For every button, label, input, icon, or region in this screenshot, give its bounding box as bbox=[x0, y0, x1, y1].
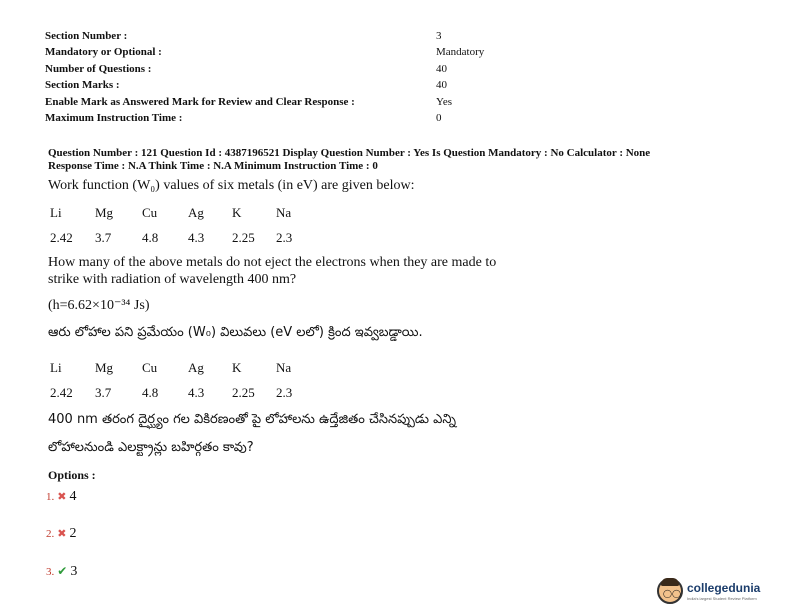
question-text-line2: strike with radiation of wavelength 400 nm? bbox=[48, 272, 297, 287]
metal-li-te: Li bbox=[50, 360, 62, 375]
enable-mark-label: Enable Mark as Answered Mark for Review and Clear Response : bbox=[45, 96, 355, 108]
option-2[interactable] bbox=[46, 525, 76, 542]
option-1[interactable] bbox=[46, 488, 76, 505]
metal-cu-te: Cu bbox=[142, 360, 158, 375]
num-questions-value: 40 bbox=[436, 63, 447, 75]
question-header-line2: Response Time : N.A Think Time : N.A Minimum Instruction Time : 0 bbox=[48, 160, 378, 172]
section-marks-label: Section Marks : bbox=[45, 79, 120, 91]
option-3[interactable] bbox=[46, 563, 77, 580]
cross-icon: ✖ bbox=[57, 527, 67, 540]
logo-name: collegedunia bbox=[687, 581, 761, 595]
telugu-line2: లోహాలనుండి ఎలక్ట్రాన్లు బహిర్గతం కావు? bbox=[48, 440, 254, 455]
mandatory-value: Mandatory bbox=[436, 46, 485, 58]
value-na: 2.3 bbox=[276, 230, 293, 245]
checkmark-icon: ✔ bbox=[57, 564, 68, 578]
planck-constant: (h=6.62×10⁻³⁴ Js) bbox=[48, 298, 150, 313]
metal-na-te: Na bbox=[276, 360, 292, 375]
value-k: 2.25 bbox=[232, 230, 255, 245]
question-intro: Work function (W₀) values of six metals (in eV) are given below: bbox=[48, 178, 415, 193]
value-mg-te: 3.7 bbox=[95, 385, 112, 400]
mascot-icon bbox=[657, 578, 683, 604]
question-text-line1: How many of the above metals do not eject the electrons when they are made to bbox=[48, 255, 497, 270]
section-marks-value: 40 bbox=[436, 79, 447, 91]
question-header bbox=[48, 147, 748, 173]
option-3-number: 3. bbox=[46, 566, 55, 578]
section-number-value: 3 bbox=[436, 30, 442, 42]
collegedunia-logo bbox=[657, 578, 787, 608]
value-ag: 4.3 bbox=[188, 230, 205, 245]
telugu-line1: 400 nm తరంగ దైర్ఘ్యం గల వికిరణంతో పై లోహాలను ఉద్తేజితం చేసినప్పుడు ఎన్ని bbox=[48, 412, 456, 427]
value-mg: 3.7 bbox=[95, 230, 112, 245]
section-number-label: Section Number : bbox=[45, 30, 128, 42]
metal-na: Na bbox=[276, 205, 292, 220]
options-title: Options : bbox=[48, 468, 96, 482]
metal-k: K bbox=[232, 205, 242, 220]
metal-ag: Ag bbox=[188, 205, 204, 220]
enable-mark-value: Yes bbox=[436, 96, 453, 108]
value-cu: 4.8 bbox=[142, 230, 159, 245]
metal-cu: Cu bbox=[142, 205, 158, 220]
value-na-te: 2.3 bbox=[276, 385, 293, 400]
value-li: 2.42 bbox=[50, 230, 73, 245]
option-1-number: 1. bbox=[46, 491, 55, 503]
max-instruction-label: Maximum Instruction Time : bbox=[45, 112, 183, 124]
telugu-intro: ఆరు లోహాల పని ప్రమేయం (W₀) విలువలు (eV లలో) క్రింద ఇవ్వబడ్డాయి. bbox=[48, 325, 423, 340]
metal-k-te: K bbox=[232, 360, 242, 375]
option-2-value: 2 bbox=[69, 526, 77, 541]
question-header-line1: Question Number : 121 Question Id : 4387196521 Display Question Number : Yes Is Question Mandatory : No Calculator : None bbox=[48, 147, 651, 159]
option-1-value: 4 bbox=[69, 489, 77, 504]
cross-icon: ✖ bbox=[57, 490, 67, 503]
logo-tagline: India's largest Student Review Platform bbox=[687, 596, 757, 601]
option-3-value: 3 bbox=[70, 564, 78, 579]
metal-mg-te: Mg bbox=[95, 360, 114, 375]
value-ag-te: 4.3 bbox=[188, 385, 205, 400]
value-cu-te: 4.8 bbox=[142, 385, 159, 400]
mandatory-label: Mandatory or Optional : bbox=[45, 46, 162, 58]
value-k-te: 2.25 bbox=[232, 385, 255, 400]
metal-li: Li bbox=[50, 205, 62, 220]
metal-mg: Mg bbox=[95, 205, 114, 220]
num-questions-label: Number of Questions : bbox=[45, 63, 152, 75]
max-instruction-value: 0 bbox=[436, 112, 442, 124]
option-2-number: 2. bbox=[46, 528, 55, 540]
glasses-icon: ◯◯ bbox=[663, 589, 681, 598]
value-li-te: 2.42 bbox=[50, 385, 73, 400]
metal-ag-te: Ag bbox=[188, 360, 204, 375]
